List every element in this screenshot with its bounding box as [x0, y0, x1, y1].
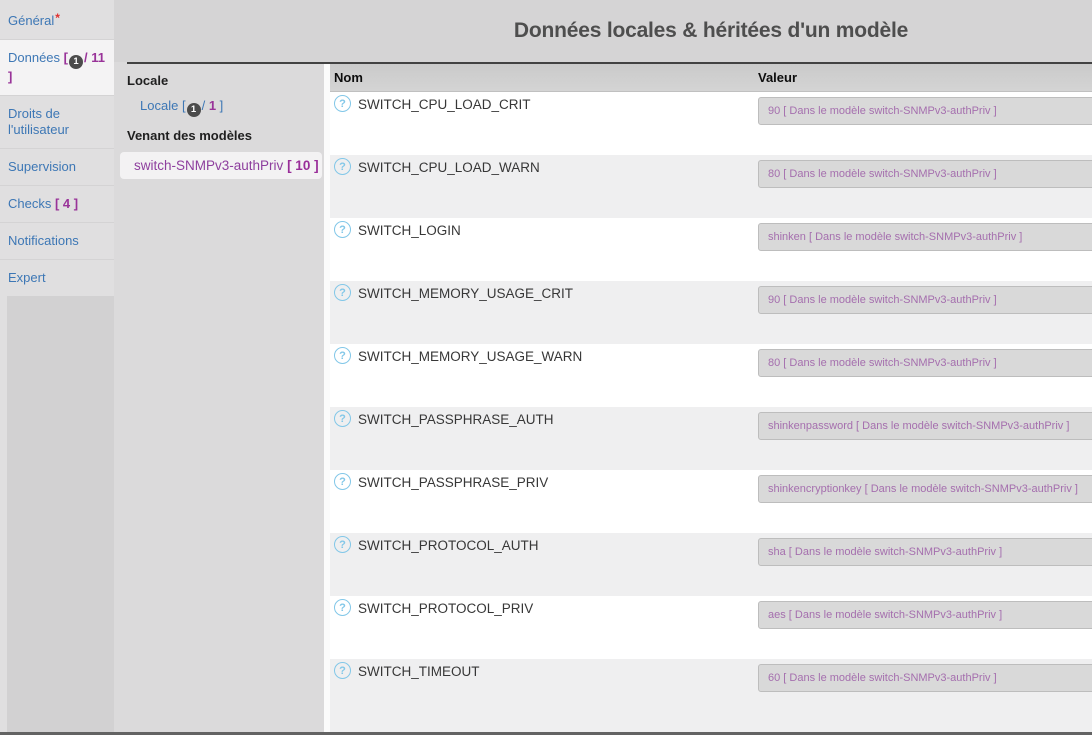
table-row [330, 407, 1092, 470]
models-heading: Venant des modèles [127, 127, 252, 143]
name-cell [330, 218, 758, 281]
inherited-value-field: sha [ Dans le modèle switch-SNMPv3-authPriv ] [758, 538, 1092, 566]
tab-droits-utilisateur[interactable] [0, 95, 114, 148]
variable-name: SWITCH_PROTOCOL_AUTH [358, 537, 539, 553]
required-marker: * [55, 11, 60, 25]
value-cell [758, 407, 1092, 470]
tab-donnees[interactable] [0, 39, 114, 95]
tab-supervision-label: Supervision [8, 159, 76, 174]
name-cell [330, 659, 758, 732]
variable-name: SWITCH_PASSPHRASE_PRIV [358, 474, 549, 490]
sidebar-footer-panel [7, 296, 114, 735]
table-rows [330, 92, 1092, 732]
help-icon[interactable]: ? [334, 347, 351, 364]
tab-expert-label: Expert [8, 270, 46, 285]
variable-name: SWITCH_PROTOCOL_PRIV [358, 600, 534, 616]
model-item-switch-snmpv3-authpriv[interactable] [120, 152, 322, 179]
name-cell [330, 155, 758, 218]
tab-checks-label: Checks [8, 196, 52, 211]
help-icon[interactable]: ? [334, 662, 351, 679]
local-link-count: 1 [208, 98, 217, 113]
table-row [330, 596, 1092, 659]
help-icon[interactable]: ? [334, 284, 351, 301]
tab-supervision[interactable] [0, 148, 114, 185]
local-link-label: Locale [140, 98, 179, 113]
name-cell [330, 344, 758, 407]
tab-expert[interactable] [0, 259, 114, 296]
sidebar-tabs [0, 0, 114, 735]
value-cell [758, 155, 1092, 218]
name-cell [330, 470, 758, 533]
value-cell [758, 596, 1092, 659]
tab-notifications[interactable] [0, 222, 114, 259]
tab-checks-count: [ 4 ] [54, 196, 79, 211]
tab-checks[interactable] [0, 185, 114, 222]
variable-name: SWITCH_TIMEOUT [358, 663, 480, 679]
table-row [330, 659, 1092, 732]
bracket-open: [ [63, 50, 69, 65]
inherited-value-field: shinken [ Dans le modèle switch-SNMPv3-authPriv ] [758, 223, 1092, 251]
bracket-open: [ [181, 98, 186, 113]
table-row [330, 218, 1092, 281]
inherited-value-field: 90 [ Dans le modèle switch-SNMPv3-authPriv ] [758, 97, 1092, 125]
column-header-valeur: Valeur [758, 70, 798, 85]
inherited-value-field: 80 [ Dans le modèle switch-SNMPv3-authPriv ] [758, 160, 1092, 188]
variable-name: SWITCH_LOGIN [358, 222, 461, 238]
column-header-nom: Nom [334, 70, 363, 85]
help-icon[interactable]: ? [334, 599, 351, 616]
variable-name: SWITCH_MEMORY_USAGE_WARN [358, 348, 583, 364]
name-cell [330, 407, 758, 470]
inherited-value-field: 60 [ Dans le modèle switch-SNMPv3-authPriv ] [758, 664, 1092, 692]
variable-name: SWITCH_MEMORY_USAGE_CRIT [358, 285, 574, 301]
bracket-sep: / [84, 50, 88, 65]
bracket-sep: / [201, 98, 206, 113]
page-title: Données locales & héritées d'un modèle [513, 19, 909, 42]
inherited-value-field: aes [ Dans le modèle switch-SNMPv3-authPriv ] [758, 601, 1092, 629]
help-icon[interactable]: ? [334, 473, 351, 490]
table-row [330, 92, 1092, 155]
name-cell [330, 281, 758, 344]
help-icon[interactable]: ? [334, 221, 351, 238]
data-table [330, 62, 1092, 732]
name-cell [330, 92, 758, 155]
model-item-count: [ 10 ] [287, 157, 319, 173]
value-cell [758, 218, 1092, 281]
bracket-close: ] [8, 69, 13, 84]
tab-donnees-count: 11 [91, 50, 106, 65]
value-cell [758, 92, 1092, 155]
table-row [330, 533, 1092, 596]
inherited-value-field: 90 [ Dans le modèle switch-SNMPv3-authPriv ] [758, 286, 1092, 314]
help-icon[interactable]: ? [334, 158, 351, 175]
table-row [330, 344, 1092, 407]
count-badge: 1 [187, 103, 201, 117]
tab-notifications-label: Notifications [8, 233, 79, 248]
help-icon[interactable]: ? [334, 536, 351, 553]
name-cell [330, 596, 758, 659]
tab-general-label: Général [8, 13, 55, 28]
value-cell [758, 659, 1092, 732]
local-heading: Locale [127, 73, 169, 88]
inherited-value-field: 80 [ Dans le modèle switch-SNMPv3-authPriv ] [758, 349, 1092, 377]
value-cell [758, 344, 1092, 407]
value-cell [758, 281, 1092, 344]
inherited-value-field: shinkenpassword [ Dans le modèle switch-SNMPv3-authPriv ] [758, 412, 1092, 440]
name-cell [330, 533, 758, 596]
variable-name: SWITCH_PASSPHRASE_AUTH [358, 411, 554, 427]
bracket-close: ] [219, 98, 224, 113]
tab-donnees-label: Données [8, 50, 61, 65]
table-row [330, 470, 1092, 533]
variable-name: SWITCH_CPU_LOAD_WARN [358, 159, 540, 175]
count-badge: 1 [69, 55, 83, 69]
data-source-panel [114, 62, 324, 732]
help-icon[interactable]: ? [334, 410, 351, 427]
header-divider [127, 62, 1092, 64]
model-item-label: switch-SNMPv3-authPriv [134, 157, 284, 173]
value-cell [758, 533, 1092, 596]
table-row [330, 281, 1092, 344]
local-data-link[interactable] [140, 98, 324, 117]
inherited-value-field: shinkencryptionkey [ Dans le modèle switch-SNMPv3-authPriv ] [758, 475, 1092, 503]
table-row [330, 155, 1092, 218]
value-cell [758, 470, 1092, 533]
tab-droits-label: Droits de l'utilisateur [8, 106, 70, 137]
variable-name: SWITCH_CPU_LOAD_CRIT [358, 96, 531, 112]
table-header-row [330, 64, 1092, 92]
help-icon[interactable]: ? [334, 95, 351, 112]
tab-general[interactable] [0, 0, 114, 39]
